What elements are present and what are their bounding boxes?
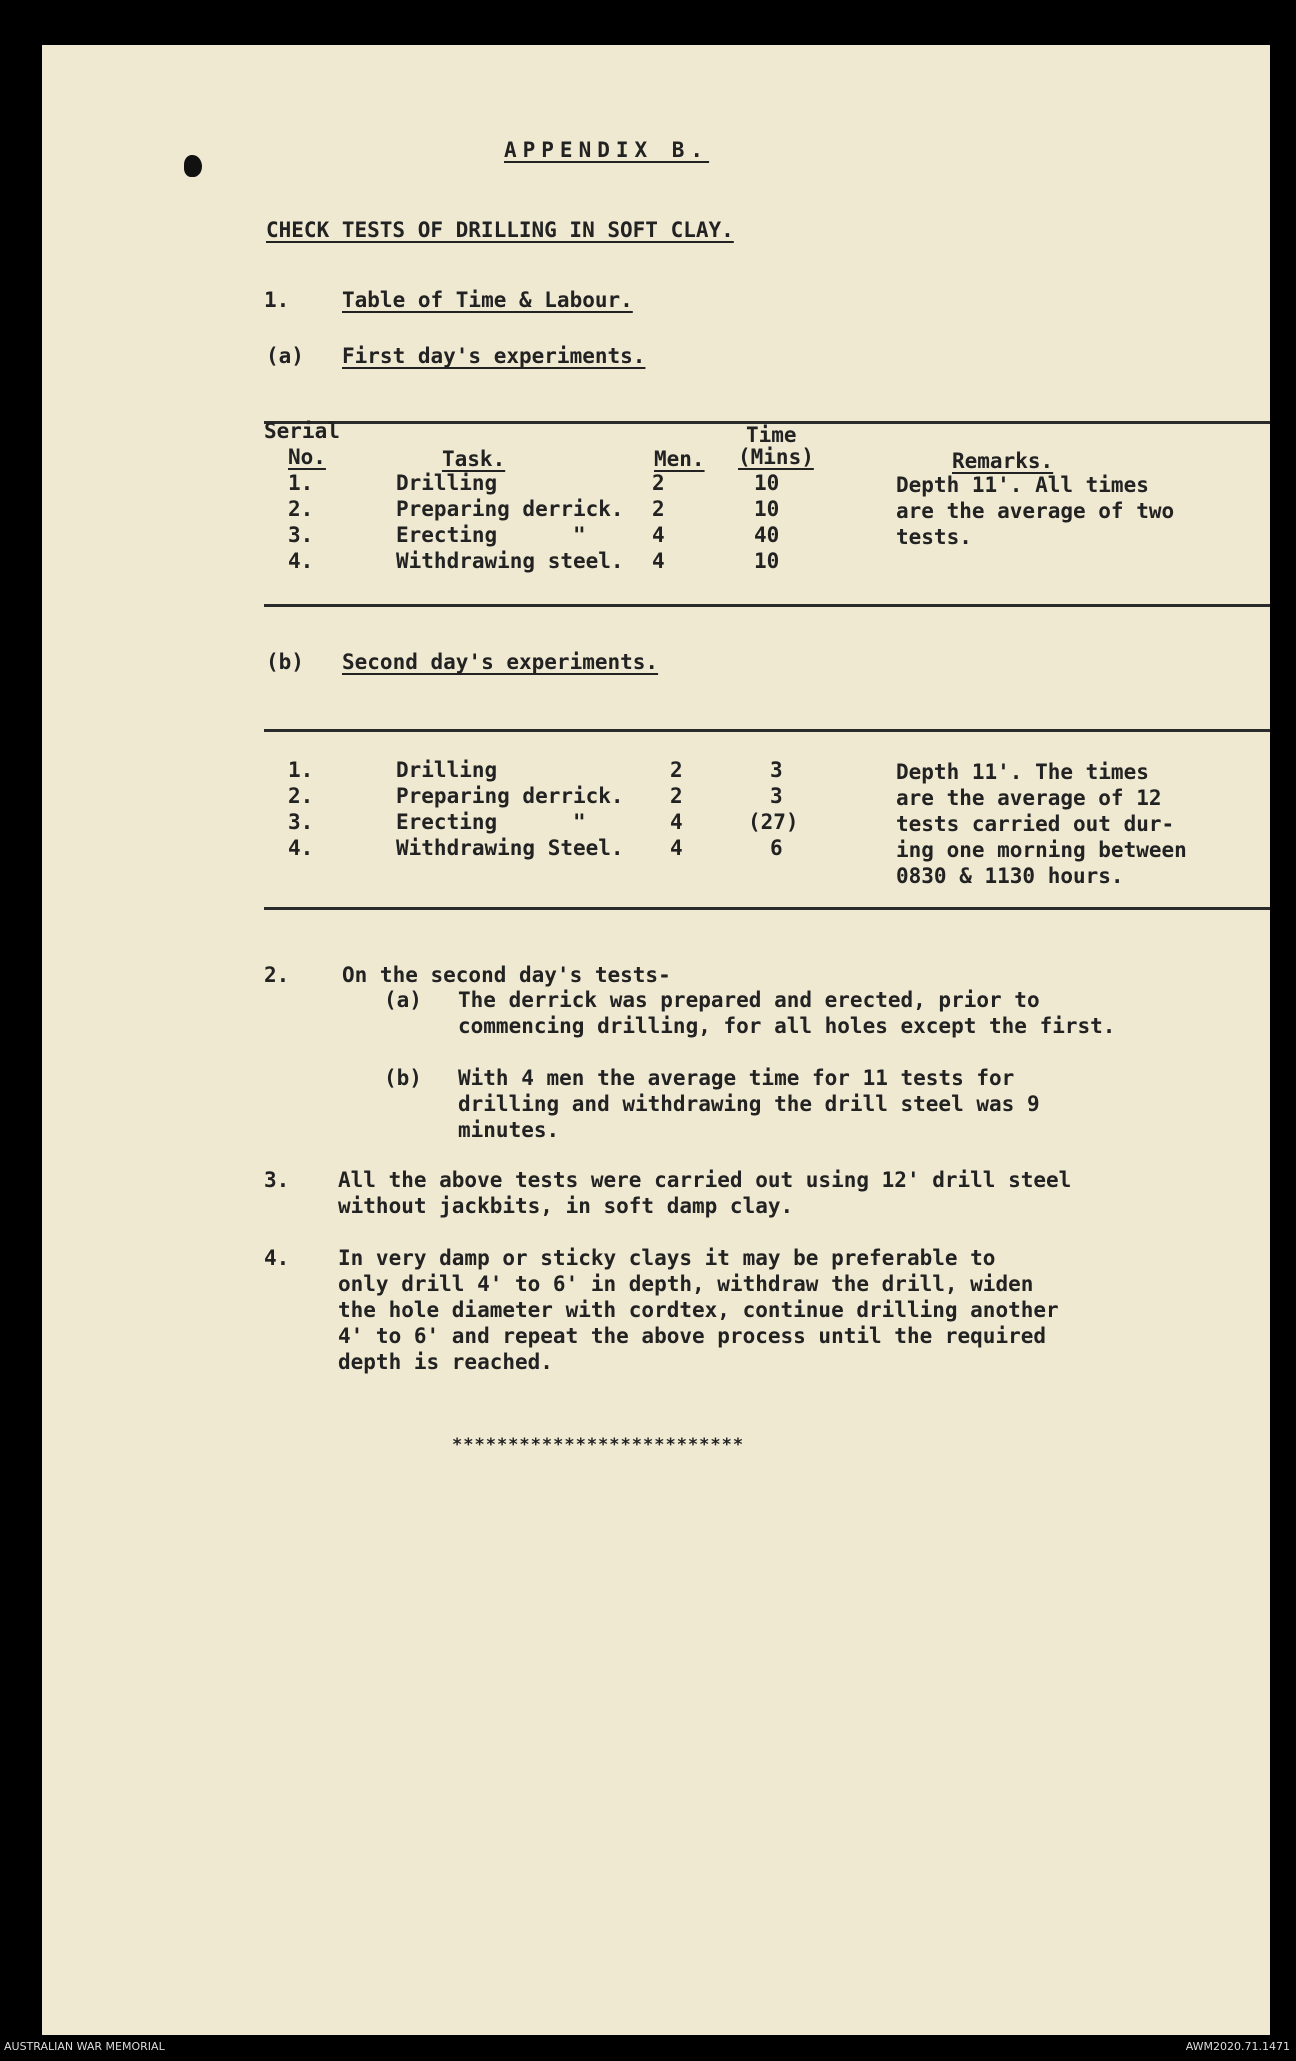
section-number: 1. [264,288,290,312]
remarks-line: 0830 & 1130 hours. [896,864,1124,888]
row-no: 2. [288,497,314,521]
row-task: Erecting " [396,523,586,547]
row-task: Drilling [396,758,498,782]
table-a-bottom-rule [264,604,1270,607]
remarks-line: tests. [896,525,972,549]
remarks-line: are the average of two [896,499,1175,523]
para-4-line: the hole diameter with cordtex, continue drilling another [338,1298,1059,1322]
footer-left: AUSTRALIAN WAR MEMORIAL [4,2040,165,2053]
col-serial-2: No. [288,445,326,469]
row-task: Withdrawing Steel. [396,836,624,860]
row-men: 4 [652,549,665,573]
table-b-top-rule [264,729,1270,732]
row-no: 1. [288,471,314,495]
row-no: 2. [288,784,314,808]
para-3-number: 3. [264,1168,290,1192]
row-men: 2 [670,758,683,782]
row-time: 3 [770,758,783,782]
para-3-line: without jackbits, in soft damp clay. [338,1194,794,1218]
row-time: 10 [754,497,780,521]
row-time: 3 [770,784,783,808]
para-2-number: 2. [264,963,290,987]
part-a-title: First day's experiments. [342,344,646,368]
row-time: 10 [754,471,780,495]
row-task: Preparing derrick. [396,497,624,521]
para-2b-label: (b) [384,1066,422,1090]
row-no: 4. [288,549,314,573]
para-2b-line: With 4 men the average time for 11 tests for [458,1066,1015,1090]
row-time: (27) [748,810,799,834]
para-4-number: 4. [264,1246,290,1270]
para-2-intro: On the second day's tests- [342,963,671,987]
row-no: 3. [288,810,314,834]
appendix-title: APPENDIX B. [504,138,710,162]
row-men: 2 [652,471,665,495]
col-task: Task. [442,447,506,471]
part-b-label: (b) [266,650,304,674]
para-4-line: only drill 4' to 6' in depth, withdraw the drill, widen [338,1272,1034,1296]
para-4-line: depth is reached. [338,1350,553,1374]
col-remarks: Remarks. [952,449,1054,473]
col-time-1: Time [746,423,797,447]
row-men: 4 [652,523,665,547]
footer-right: AWM2020.71.1471 [1185,2040,1290,2053]
row-task: Drilling [396,471,498,495]
col-men: Men. [654,447,705,471]
document-page [42,45,1270,2035]
remarks-line: Depth 11'. All times [896,473,1149,497]
row-time: 10 [754,549,780,573]
row-time: 40 [754,523,780,547]
para-4-line: In very damp or sticky clays it may be preferable to [338,1246,996,1270]
para-2a-line: commencing drilling, for all holes except the first. [458,1014,1116,1038]
para-2a-line: The derrick was prepared and erected, prior to [458,988,1040,1012]
para-4-line: 4' to 6' and repeat the above process until the required [338,1324,1047,1348]
para-2b-line: minutes. [458,1118,560,1142]
row-task: Erecting " [396,810,586,834]
end-of-document-asterisks: ************************** [452,1435,745,1455]
row-men: 2 [652,497,665,521]
row-no: 4. [288,836,314,860]
remarks-line: ing one morning between [896,838,1187,862]
para-2b-line: drilling and withdrawing the drill steel was 9 [458,1092,1040,1116]
row-men: 4 [670,836,683,860]
section-title: Table of Time & Labour. [342,288,633,312]
remarks-line: are the average of 12 [896,786,1162,810]
row-men: 2 [670,784,683,808]
para-2a-label: (a) [384,988,422,1012]
remarks-line: Depth 11'. The times [896,760,1149,784]
row-task: Preparing derrick. [396,784,624,808]
row-task: Withdrawing steel. [396,549,624,573]
remarks-line: tests carried out dur- [896,812,1175,836]
row-men: 4 [670,810,683,834]
document-subtitle: CHECK TESTS OF DRILLING IN SOFT CLAY. [266,218,734,242]
col-time-2: (Mins) [738,445,814,469]
part-b-title: Second day's experiments. [342,650,659,674]
para-3-line: All the above tests were carried out using 12' drill steel [338,1168,1072,1192]
row-time: 6 [770,836,783,860]
row-no: 3. [288,523,314,547]
col-serial-1: Serial [264,419,340,443]
part-a-label: (a) [266,344,304,368]
ink-blot [184,155,202,177]
row-no: 1. [288,758,314,782]
table-b-bottom-rule [264,907,1270,910]
